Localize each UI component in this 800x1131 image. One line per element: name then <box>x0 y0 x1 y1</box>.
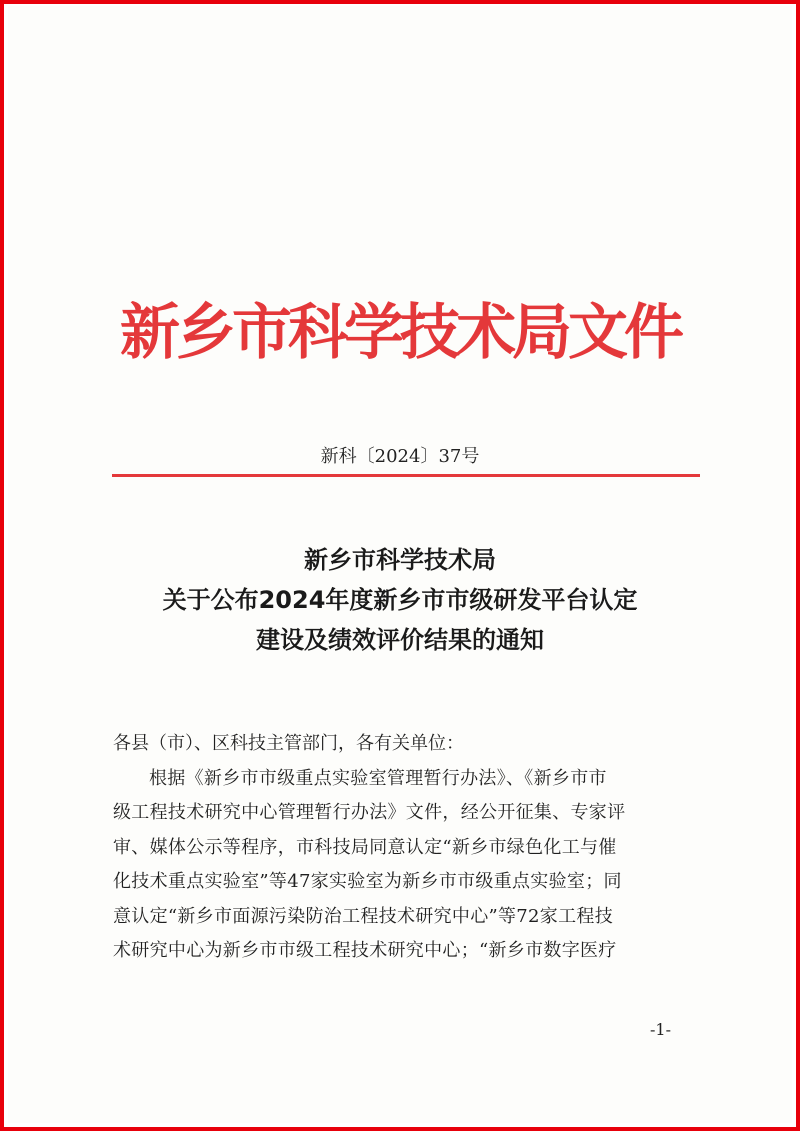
notice-title-line-1: 新乡市科学技术局 <box>304 546 496 574</box>
body-line: 根据《新乡市市级重点实验室管理暂行办法》、《新乡市市 <box>149 767 607 789</box>
notice-title-line-3: 建设及绩效评价结果的通知 <box>256 626 544 654</box>
notice-title-line-2: 关于公布2024年度新乡市市级研发平台认定 <box>162 586 638 614</box>
body-line: 意认定“新乡市面源污染防治工程技术研究中心”等72家工程技 <box>113 905 614 927</box>
notice-title <box>0 540 800 660</box>
document-number: 新科〔2024〕37号 <box>320 446 480 467</box>
body-line: 审、媒体公示等程序，市科技局同意认定“新乡市绿色化工与催 <box>113 836 617 858</box>
salutation: 各县（市）、区科技主管部门，各有关单位： <box>113 733 464 754</box>
body-line: 级工程技术研究中心管理暂行办法》文件，经公开征集、专家评 <box>113 802 626 823</box>
body-line: 术研究中心为新乡市市级工程技术研究中心；“新乡市数字医疗 <box>113 940 617 961</box>
body-line: 化技术重点实验室”等47家实验室为新乡市市级重点实验室；同 <box>113 871 622 892</box>
document-body <box>113 727 713 969</box>
page-number: -1- <box>650 1020 671 1039</box>
header-divider <box>112 474 700 477</box>
document-header-title: 新乡市科学技术局文件 <box>120 298 680 368</box>
